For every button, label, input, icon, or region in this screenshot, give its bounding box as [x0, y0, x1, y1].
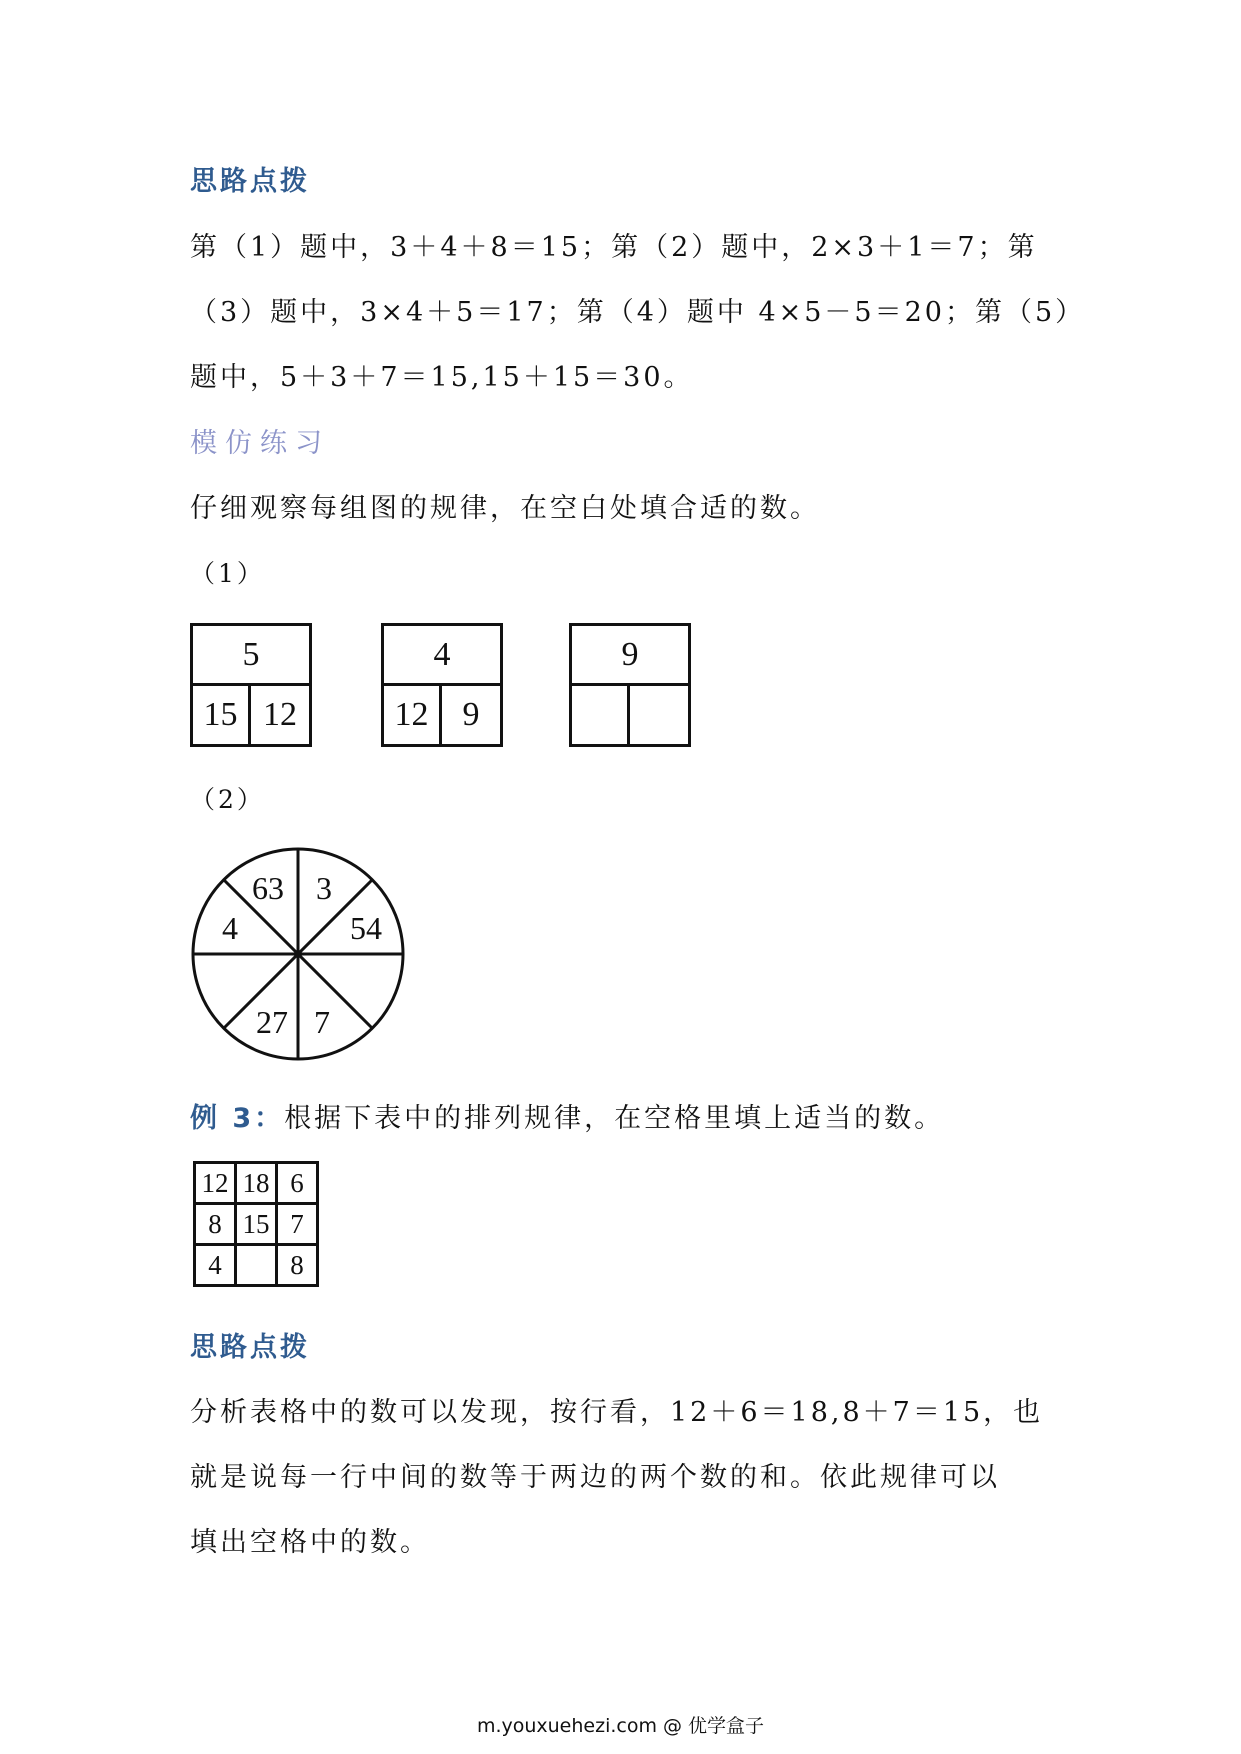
circle-puzzle: [188, 843, 408, 1065]
number-box-1: [190, 623, 312, 747]
grid-cell: 8: [195, 1204, 236, 1245]
box-bottom-left-value: 15: [193, 686, 251, 744]
practice-instruction: 仔细观察每组图的规律，在空白处填合适的数。: [190, 493, 820, 524]
grid-cell: 6: [277, 1163, 318, 1204]
section-heading-practice: 模仿练习: [190, 428, 330, 459]
circle-value-upper-right: 54: [350, 910, 382, 946]
circle-value-top-right: 3: [316, 870, 332, 906]
circle-value-upper-left: 4: [222, 910, 238, 946]
example-3-text: 根据下表中的排列规律，在空格里填上适当的数。: [284, 1103, 945, 1134]
number-box-3: [569, 623, 691, 747]
hint-1-line-3: 题中，5＋3＋7＝15,15＋15＝30。: [190, 362, 694, 393]
grid-cell: 7: [277, 1204, 318, 1245]
number-grid: [193, 1161, 319, 1287]
part-2-label: （2）: [190, 785, 265, 814]
part-1-label: （1）: [190, 559, 265, 588]
box-bottom-left-value: 12: [384, 686, 442, 744]
box-top-value: 5: [193, 626, 309, 686]
section-heading-hint-2: 思路点拨: [190, 1332, 310, 1363]
example-3: [190, 1103, 944, 1135]
grid-cell: 15: [236, 1204, 277, 1245]
example-3-label: 例 3：: [190, 1103, 285, 1134]
grid-row: [195, 1204, 318, 1245]
section-heading-hint-1: 思路点拨: [190, 166, 310, 197]
footer-source: m.youxuehezi.com @ 优学盒子: [476, 1715, 765, 1737]
grid-cell: 12: [195, 1163, 236, 1204]
grid-cell: 18: [236, 1163, 277, 1204]
circle-value-bottom-right: 7: [314, 1004, 330, 1040]
grid-row: [195, 1163, 318, 1204]
grid-cell: 4: [195, 1245, 236, 1286]
box-top-value: 4: [384, 626, 500, 686]
circle-value-bottom-left: 27: [256, 1004, 288, 1040]
number-box-2: [381, 623, 503, 747]
box-bottom-left-blank[interactable]: [572, 686, 630, 744]
circle-value-top-left: 63: [252, 870, 284, 906]
box-bottom-right-value: 9: [462, 696, 480, 733]
grid-cell-blank[interactable]: [236, 1245, 277, 1286]
box-bottom-right-blank[interactable]: [630, 686, 688, 744]
hint-2-line-2: 就是说每一行中间的数等于两边的两个数的和。依此规律可以: [190, 1462, 1000, 1493]
hint-2-line-1: 分析表格中的数可以发现，按行看，12＋6＝18,8＋7＝15，也: [190, 1397, 1044, 1428]
hint-2-line-3: 填出空格中的数。: [190, 1527, 430, 1558]
box-bottom-right-value: 12: [263, 696, 297, 733]
hint-1-line-2: （3）题中，3×4＋5＝17；第（4）题中 4×5－5＝20；第（5）: [190, 297, 1086, 328]
grid-cell: 8: [277, 1245, 318, 1286]
grid-row: [195, 1245, 318, 1286]
box-top-value: 9: [572, 626, 688, 686]
hint-1-line-1: 第（1）题中，3＋4＋8＝15；第（2）题中，2×3＋1＝7；第: [190, 232, 1038, 263]
